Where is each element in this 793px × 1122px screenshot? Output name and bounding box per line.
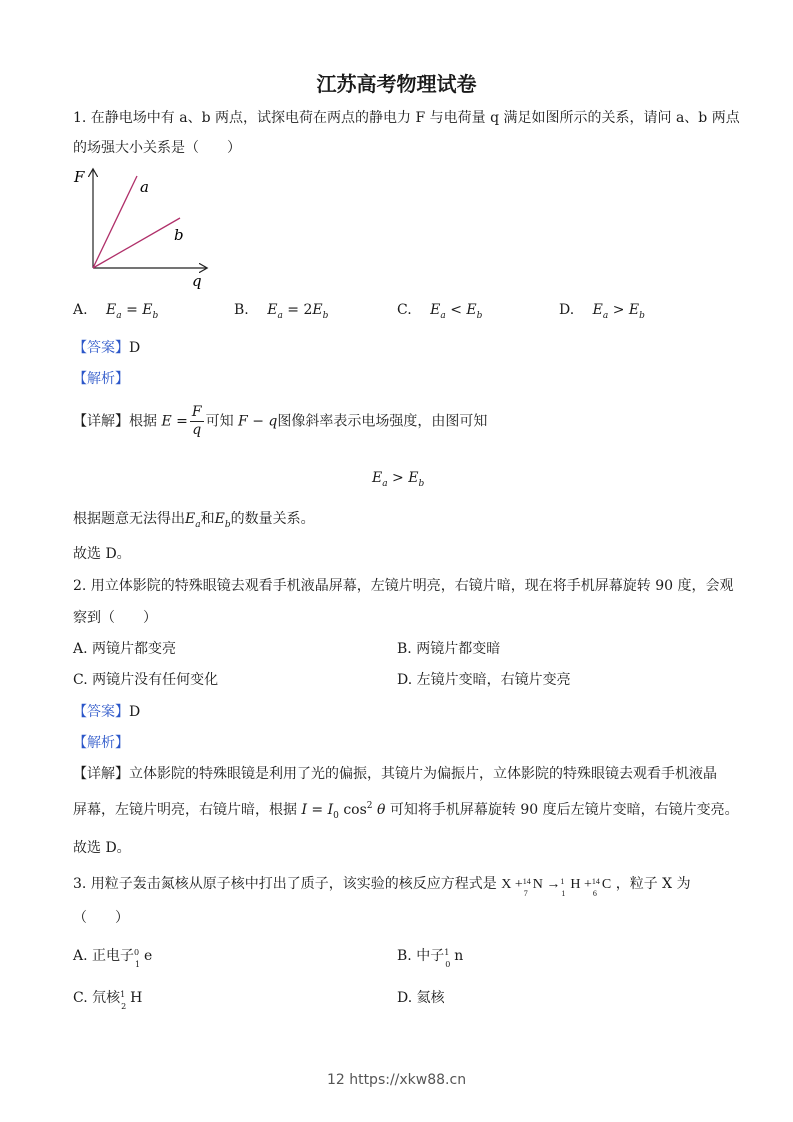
answer-tag: 【答案】 bbox=[73, 340, 129, 356]
q1-stem-line1: 1. 在静电场中有 a、b 两点，试探电荷在两点的静电力 F 与电荷量 q 满足如图所示的关系，请问 a、b 两点 bbox=[73, 110, 740, 126]
y-axis-label: F bbox=[74, 168, 85, 186]
q1-option-b[interactable]: B. $E_a = 2E_b$ bbox=[234, 302, 329, 321]
q2-detail-line2: 屏幕，左镜片明亮，右镜片暗，根据 $I = I_0$ $\cos^2 \theta$ 可知将手机屏幕旋转 90 度后左镜片变暗，右镜片变亮。 bbox=[73, 801, 739, 821]
q2-option-a[interactable]: A. 两镜片都变亮 bbox=[73, 641, 177, 657]
line-b-label: b bbox=[174, 226, 184, 244]
q2-option-d[interactable]: D. 左镜片变暗，右镜片变亮 bbox=[397, 672, 571, 688]
page-title: 江苏高考物理试卷 bbox=[316, 72, 477, 96]
q2-answer bbox=[73, 702, 140, 722]
x-axis-label: q bbox=[192, 272, 202, 289]
q1-option-c[interactable]: C. $E_a < E_b$ bbox=[397, 302, 483, 321]
q1-analysis-tag: 【解析】 bbox=[73, 371, 129, 387]
line-a-label: a bbox=[140, 178, 149, 196]
q1-relation: $E_a > E_b$ bbox=[372, 470, 425, 489]
answer-value: D bbox=[129, 340, 141, 356]
q1-final: 故选 D。 bbox=[73, 546, 131, 562]
q2-option-b[interactable]: B. 两镜片都变暗 bbox=[397, 641, 501, 657]
q2-stem-line1: 2. 用立体影院的特殊眼镜去观看手机液晶屏幕，左镜片明亮，右镜片暗，现在将手机屏幕旋转 90 度，会观 bbox=[73, 578, 734, 594]
q3-option-a[interactable]: A. 正电子 0 1 e bbox=[73, 948, 153, 969]
page-footer[interactable]: 12 https://xkw88.cn bbox=[326, 1072, 467, 1088]
q3-stem-line2: （ ） bbox=[73, 910, 129, 926]
answer-value: D bbox=[129, 704, 141, 720]
q1-option-a[interactable]: A. $E_a = E_b$ bbox=[73, 302, 159, 321]
q2-detail-line1: 【详解】立体影院的特殊眼镜是利用了光的偏振，其镜片为偏振片，立体影院的特殊眼镜去观看手机液晶 bbox=[73, 766, 717, 782]
q1-detail: 【详解】根据 E = $\frac{F}{q}$ 可知 F − q图像斜率表示电场强度，由图可知 bbox=[73, 404, 488, 438]
q2-option-c[interactable]: C. 两镜片没有任何变化 bbox=[73, 672, 219, 688]
line-a bbox=[93, 176, 137, 268]
detail-tag: 【详解】 bbox=[73, 766, 129, 782]
q2-analysis-tag: 【解析】 bbox=[73, 735, 129, 751]
q1-option-d[interactable]: D. $E_a > E_b$ bbox=[559, 302, 645, 321]
line-b bbox=[93, 218, 180, 268]
q3-stem-line1: 3. 用粒子轰击氮核从原子核中打出了质子，该实验的核反应方程式是 X + 14 7 N → 1 1 H + 14 6 C ，粒子 X 为 bbox=[73, 876, 691, 898]
q1-stem-line2: 的场强大小关系是（ ） bbox=[73, 140, 241, 156]
q1-force-charge-graph bbox=[72, 164, 217, 289]
q3-option-d[interactable]: D. 氦核 bbox=[397, 990, 445, 1006]
q2-stem-line2: 察到（ ） bbox=[73, 610, 157, 626]
q1-answer bbox=[73, 338, 140, 358]
detail-tag: 【详解】 bbox=[73, 413, 129, 430]
formula-fraction: $\frac{F}{q}$ bbox=[191, 404, 202, 438]
q2-final: 故选 D。 bbox=[73, 840, 131, 856]
q3-option-b[interactable]: B. 中子 1 0 n bbox=[397, 948, 464, 969]
q3-option-c[interactable]: C. 氘核 1 2 H bbox=[73, 990, 143, 1011]
answer-tag: 【答案】 bbox=[73, 704, 129, 720]
q1-conclusion: 根据题意无法得出$E_a$和$E_b$的数量关系。 bbox=[73, 511, 315, 530]
